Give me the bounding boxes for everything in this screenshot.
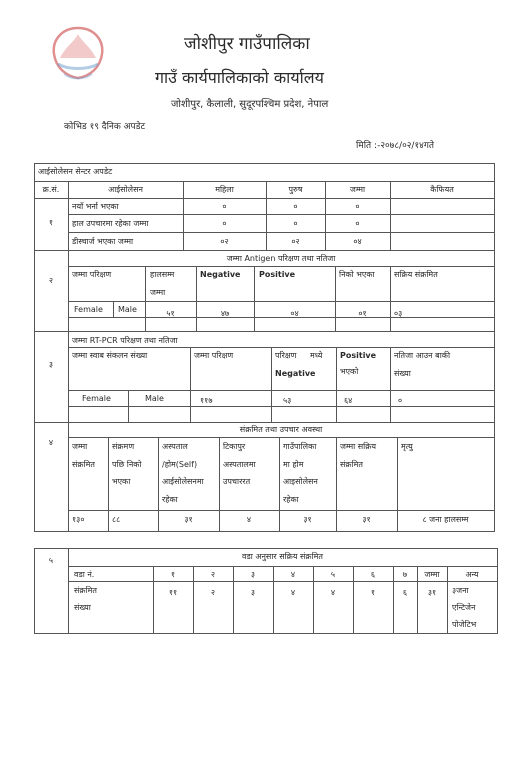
document-date: मिति :-२०७८/०२/१४गते: [356, 141, 435, 151]
table4-header-hospital-2: /होम(Self): [162, 460, 198, 469]
table1-header-female: महिला: [215, 185, 234, 194]
table4-sn: ४: [48, 438, 54, 447]
table2-sn: २: [48, 276, 54, 285]
table5-value: ११: [168, 588, 178, 597]
table1-cell: ०: [355, 219, 360, 228]
table5-ward: २: [210, 570, 216, 579]
table3-header-pending: नतिजा आउन बाकी: [394, 351, 451, 360]
document-subject: कोभिड १९ दैनिक अपडेट: [64, 122, 146, 132]
table3-female-label: Female: [82, 394, 111, 403]
table2-value-recovered: ०१: [358, 309, 367, 318]
table4-header-tikapur: टिकापुर: [223, 442, 246, 451]
table4-value-recovered: ८८: [112, 515, 121, 524]
table3-header-positive-2: भएको: [340, 367, 359, 376]
table1-cell: ०: [293, 202, 298, 211]
table1-cell: ०: [293, 219, 298, 228]
table3-header-positive: Positive: [340, 351, 377, 360]
table2-value-active: ०३: [394, 309, 403, 318]
table1-sn: १: [48, 218, 54, 227]
table5-other-value: ३जना: [452, 586, 469, 595]
table1-cell: ०२: [220, 237, 229, 246]
table5-title: वडा अनुसार सक्रिय संक्रमित: [242, 552, 323, 561]
table4-header-hospital-4: रहेका: [162, 495, 178, 504]
table5-value: २: [210, 588, 216, 597]
table4-value-tikapur: ४: [246, 515, 252, 524]
table4-value-active: ३१: [362, 515, 371, 524]
table5-other-value-2: एन्टिजेन: [452, 603, 476, 612]
table1-row-label: डीस्चार्ज भएका जम्मा: [72, 237, 134, 246]
table2-value-negative: ४७: [220, 309, 230, 318]
table5-other-value-3: पोजेटिभ: [452, 620, 477, 629]
table4-value-total: १३०: [72, 515, 85, 524]
table5-ward-label: वडा नं.: [74, 570, 95, 579]
table4-header-total-2: संक्रमित: [72, 460, 95, 469]
table5-sn: ५: [48, 556, 54, 565]
table1-cell: ०: [355, 202, 360, 211]
office-name: जोशीपुर गाउँपालिका: [184, 34, 310, 54]
table5-other-label: अन्य: [465, 570, 479, 579]
table3-sn: ३: [48, 360, 54, 369]
table3-title: जम्मा RT-PCR परिक्षण तथा नतिजा: [72, 336, 178, 345]
table5-ward: ६: [370, 570, 376, 579]
table4-header-recovered: संक्रमण: [112, 442, 135, 451]
table2-header-positive: Positive: [259, 270, 296, 279]
table1-header-remarks: कैफियत: [430, 185, 454, 194]
table2-header-active: सक्रिय संक्रमित: [394, 270, 438, 279]
table5-ward: ३: [250, 570, 256, 579]
table5-value: ४: [290, 588, 296, 597]
table3-value-pending: ०: [398, 396, 403, 405]
table4-header-recovered-2: पछि निको: [112, 460, 142, 469]
table4-value-deaths: ८ जना हालसम्म: [422, 515, 469, 524]
table2-value-current: ५१: [166, 309, 175, 318]
table5-ward: १: [170, 570, 176, 579]
office-address: जोशीपुर, कैलाली, सुदूरपश्चिम प्रदेश, नेपाल: [171, 99, 329, 110]
table3-header-tested: जम्मा परिक्षण: [194, 351, 234, 360]
table1-title: आईसोलेसन सेन्टर अपडेट: [38, 167, 113, 176]
table1-header-isolation: आईसोलेसन: [108, 185, 143, 194]
office-subtitle: गाउँ कार्यपालिकाको कार्यालय: [155, 68, 324, 87]
table3-header-negative-mid: मध्ये: [310, 351, 323, 360]
table4-header-hospital: अस्पताल: [162, 442, 188, 451]
table3-header-pending-2: संख्या: [394, 369, 411, 378]
table4-header-home-isolation-4: रहेका: [283, 495, 299, 504]
table5-row-label: संक्रमित: [74, 586, 97, 595]
table1-header-total: जम्मा: [349, 185, 366, 194]
table4-header-total: जम्मा: [72, 442, 88, 451]
table3-header-negative-2: Negative: [275, 369, 316, 378]
table5-total-value: ३१: [427, 588, 437, 597]
table2-header-current: हालसम्म: [150, 270, 175, 279]
table4-header-home-isolation-2: मा होम: [283, 460, 304, 469]
table1-row-label: नयाँ भर्ना भएका: [72, 202, 119, 211]
table5-ward: ४: [290, 570, 296, 579]
table3-header-swab: जम्मा स्वाब संकलन संख्या: [72, 351, 148, 360]
table3-male-label: Male: [145, 394, 164, 403]
table1-cell: ०४: [353, 237, 362, 246]
table2-header-current-2: जम्मा: [150, 288, 166, 297]
table1-header-sn: क्र.सं.: [42, 185, 60, 194]
table2-header-negative: Negative: [200, 270, 241, 279]
table4-value-hospital: ३१: [184, 515, 193, 524]
table4-header-home-isolation: गाउँपालिका: [283, 442, 317, 451]
table1-header-male: पुरुष: [288, 185, 303, 194]
table2-value-positive: ०४: [290, 309, 299, 318]
table3-header-negative-1: परिक्षण: [275, 351, 297, 360]
table2-male-label: Male: [118, 305, 137, 314]
table4-header-recovered-3: भएका: [112, 477, 131, 486]
table2-header-total-tests: जम्मा परिक्षण: [72, 270, 112, 279]
table4-header-hospital-3: आईसोलेसनमा: [162, 477, 204, 486]
table3-value-negative: ५३: [283, 396, 292, 405]
table4-header-active: जम्मा सक्रिय: [340, 442, 376, 451]
government-emblem: [44, 24, 112, 86]
table2-female-label: Female: [74, 305, 103, 314]
table4-header-deaths: मृत्यु: [401, 442, 413, 451]
table2-header-recovered: निको भएका: [339, 270, 375, 279]
table4-header-tikapur-2: अस्पतालमा: [223, 460, 256, 469]
table5-row-label-2: संख्या: [74, 603, 91, 612]
table1-cell: ०२: [291, 237, 300, 246]
table3-value-tested: ११७: [200, 396, 213, 405]
table5-value: ६: [402, 588, 408, 597]
table1-cell: ०: [222, 219, 227, 228]
table5-value: ४: [330, 588, 336, 597]
table4-header-tikapur-3: उपचाररत: [223, 477, 251, 486]
table3-value-positive: ६४: [344, 396, 353, 405]
table4-value-home-isolation: ३१: [303, 515, 312, 524]
table5-ward: ७: [402, 570, 408, 579]
table4-title: संक्रमित तथा उपचार अवस्था: [239, 425, 323, 434]
table5-value: ३: [250, 588, 256, 597]
table5-total-label: जम्मा: [424, 570, 440, 579]
table1-row-label: हाल उपचारमा रहेका जम्मा: [72, 219, 149, 228]
table1-cell: ०: [222, 202, 227, 211]
table4-header-active-2: संक्रमित: [340, 460, 363, 469]
table4-header-home-isolation-3: आइसोलेसन: [283, 477, 318, 486]
table2-title: जम्मा Antigen परिक्षण तथा नतिजा: [226, 254, 336, 263]
table5-value: १: [370, 588, 376, 597]
table5-ward: ५: [330, 570, 336, 579]
